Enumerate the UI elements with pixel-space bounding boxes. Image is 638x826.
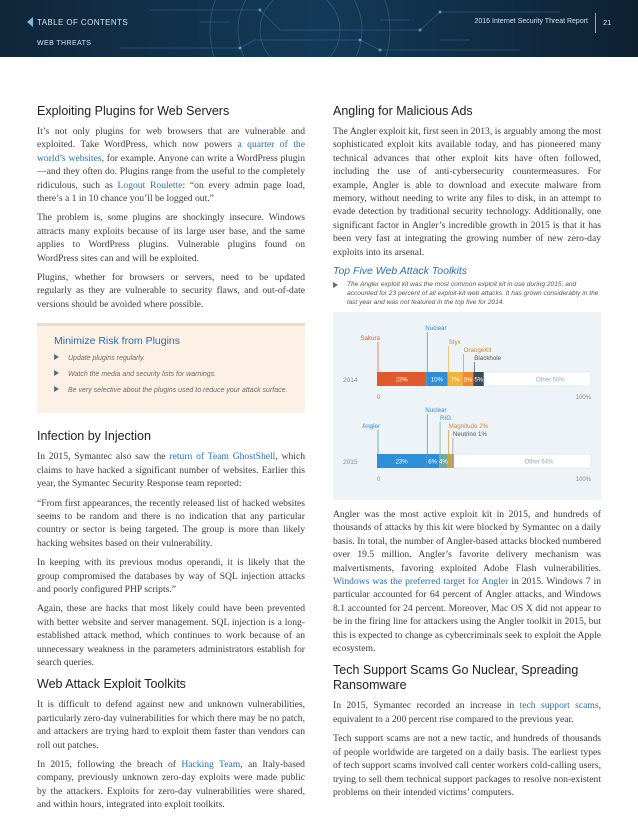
- text: , which claims to have hacked a significant number of websites. Earlier this year, the Symantec Security Response team reported:: [37, 451, 305, 490]
- figure-caption: [333, 281, 601, 307]
- segment-name-label: Sakura: [360, 335, 380, 342]
- segment-name-label: Nuclear: [425, 325, 447, 332]
- bullet-triangle-icon: [54, 354, 59, 360]
- text: In 2015, Symantec recorded an increase in: [333, 700, 520, 712]
- text: , for example. Anyone can write a WordPress plugin—and they often do. Plugins range from the useful to the completely ridiculous, such as: [37, 152, 305, 191]
- paragraph: The Angler exploit kit, first seen in 2013, is arguably among the most sophisticated exploit kits available today, and has pioneered many technical advances that other exploit kits have often followed, including the use of anti-cybersecurity countermeasures. For example, Angler is able to download and execute malware from memory, without needing to write any files to disk, in an attempt to evade detection by traditional security technology. Additionally, one significant factor in Angler’s incredible growth in 2015 is that it has been very fast at integrating the growing number of new zero-day exploits into its arsenal.: [333, 126, 601, 258]
- bar-segment: [454, 454, 591, 468]
- paragraph: Again, these are hacks that most likely could have been prevented with better website and server management. SQL injection is a long-established attack method, which continues to work because of an unnecessary weakness in the parameters administrators establish for search queries.: [37, 603, 305, 668]
- segment-name-label: Neutrino 1%: [452, 431, 487, 438]
- bullet-triangle-icon: [333, 282, 338, 288]
- text: : “on every admin page load, there’s a 1 in 10 chance you’ll be logged out.”: [37, 179, 305, 205]
- text: Angler was the most active exploit kit in 2015, and hundreds of thousands of attacks by this kit were blocked by Symantec on a daily basis. In total, the number of Angler-based attacks blocked numbered over 19.5 million. Angler’s favorite delivery mechanism was malvertisments, favoring exploited Adobe Flash vulnerabilities.: [333, 509, 601, 574]
- segment-name-label: Angler: [362, 423, 380, 430]
- circuit-pattern-graphic: [0, 0, 638, 57]
- segment-name-label: Magnitude 2%: [448, 423, 489, 430]
- axis-end-label: 100%: [575, 477, 591, 483]
- data-label: Other 64%: [524, 459, 554, 466]
- wordpress-share-link[interactable]: a quarter of the world’s websites: [37, 139, 305, 164]
- tech-support-scams-link[interactable]: tech support scams: [519, 700, 599, 712]
- header-divider: [595, 13, 596, 33]
- section-label: WEB THREATS: [37, 40, 92, 47]
- bullet-triangle-icon: [54, 386, 59, 392]
- axis-start-label: 0: [377, 477, 381, 483]
- logout-roulette-link[interactable]: Logout Roulette: [117, 179, 183, 191]
- callout-item-text: Watch the media and security lists for warnings.: [68, 371, 217, 379]
- table-of-contents-link[interactable]: TABLE OF CONTENTS: [37, 18, 129, 27]
- figure-caption-text: The Angler exploit kit was the most common exploit kit in use during 2015, and accounted for 23 percent of all exploit-kit web attacks. It has grown considerably in the last year and was not featured in the top five for 2014.: [347, 281, 599, 306]
- heading-tech-support-scams: Tech Support Scams Go Nuclear, Spreading Ransomware: [333, 663, 579, 693]
- year-label: 2014: [343, 377, 358, 384]
- bar-segment: [448, 454, 452, 468]
- text: In 2015, Symantec also saw the: [37, 451, 170, 463]
- data-label: 6%: [428, 459, 437, 466]
- segment-name-label: Nuclear: [425, 407, 447, 414]
- paragraph: Plugins, whether for browsers or servers, need to be updated regularly as they are vulnerable to security flaws, and out-of-date versions should be avoided where possible.: [37, 272, 305, 310]
- text: in 2015. Windows 7 in particular accounted for 64 percent of Angler attacks, and Windows 8.1 accounted for 24 percent. Moreover, Mac OS X did not appear to be in the firing line for attackers using the Angler toolkit in 2015, but this is expected to change as cybercriminals seek to exploit the Apple ecosystem.: [333, 576, 602, 655]
- heading-angling-for-malicious-ads: Angling for Malicious Ads: [333, 104, 473, 118]
- data-label: Other 50%: [535, 377, 565, 384]
- paragraph: [37, 125, 305, 205]
- windows-preferred-target-link[interactable]: Windows was the preferred target for Angler: [333, 576, 509, 588]
- data-label: 10%: [430, 377, 443, 384]
- paragraph: [37, 450, 305, 490]
- paragraph: [333, 699, 601, 726]
- callout-box: [37, 323, 305, 413]
- header-banner: [0, 0, 638, 57]
- callout-title: Minimize Risk from Plugins: [54, 335, 181, 348]
- back-arrow-icon[interactable]: [27, 17, 33, 27]
- callout-item-text: Update plugins regularly.: [68, 355, 145, 363]
- paragraph: The problem is, some plugins are shockingly insecure. Windows attracts many exploits because of its large user base, and the same applies to WordPress plugins. Vulnerable plugins found on WordPress sites can and will be exploited.: [37, 212, 305, 264]
- paragraph: In keeping with its previous modus operandi, it is likely that the group compromised the databases by way of SQL injection attacks and poorly configured PHP scripts.”: [37, 557, 305, 595]
- right-column: [333, 104, 601, 307]
- data-label: 5%: [474, 377, 483, 384]
- segment-name-label: RIG: [440, 415, 452, 422]
- team-ghostshell-link[interactable]: return of Team GhostShell: [169, 451, 276, 463]
- text: In 2015, following the breach of: [37, 759, 182, 770]
- segment-name-label: Blackhole: [474, 355, 502, 362]
- text: It’s not only plugins for web browsers that are vulnerable and exploited. Take WordPress, which now powers: [37, 126, 305, 151]
- right-column-lower: [333, 508, 601, 805]
- stacked-bar-chart: [333, 312, 601, 500]
- axis-start-label: 0: [377, 395, 381, 401]
- bullet-triangle-icon: [54, 370, 59, 376]
- paragraph: Tech support scams are not a new tactic, and hundreds of thousands of people worldwide are targeted on a daily basis. The earliest types of tech support scams involved call center workers cold-calling users, trying to sell them technical support packages to resolve non-existent problems on their intended victims’ computers.: [333, 733, 601, 798]
- paragraph: [333, 508, 601, 655]
- text: , an Italy-based company, previously unknown zero-day exploits were made public by the attackers. Exploits for zero-day vulnerabilities were shared, and within hours, integrated into exploit toolkits.: [37, 759, 305, 811]
- paragraph: “From first appearances, the recently released list of hacked websites seems to be random and there is no indication that any particular country or sector is being targeted. The group is more than likely hacking websites based on their vulnerability.: [37, 497, 305, 549]
- heading-infection-by-injection: Infection by Injection: [37, 429, 151, 444]
- segment-name-label: Styx: [448, 339, 461, 346]
- callout-item: [54, 354, 294, 364]
- data-label: 5%: [463, 377, 473, 384]
- figure-title: Top Five Web Attack Toolkits: [333, 265, 468, 278]
- year-label: 2015: [343, 459, 358, 466]
- paragraph: [37, 758, 305, 812]
- report-title: 2016 Internet Security Threat Report: [474, 18, 588, 25]
- left-column: [37, 104, 305, 818]
- data-label: 23%: [395, 377, 408, 384]
- axis-end-label: 100%: [575, 395, 591, 401]
- toolkit-chart-panel: [333, 312, 601, 500]
- callout-top-bar: [37, 323, 305, 326]
- text: , equivalent to a 200 percent rise compared to the previous year.: [333, 700, 601, 725]
- data-label: 23%: [395, 459, 408, 466]
- heading-exploiting-plugins: Exploiting Plugins for Web Servers: [37, 104, 230, 118]
- heading-web-attack-exploit-toolkits: Web Attack Exploit Toolkits: [37, 677, 186, 692]
- callout-item: [54, 386, 294, 396]
- bar-segment: [452, 454, 454, 468]
- paragraph: It is difficult to defend against new and unknown vulnerabilities, particularly zero-day vulnerabilities for which there may be no patch, and attackers are trying hard to exploit them faster than vendors can roll out patches.: [37, 699, 305, 751]
- segment-name-label: OrangeKit: [463, 347, 492, 354]
- callout-item-text: Be very selective about the plugins used to reduce your attack surface.: [68, 387, 288, 395]
- page-number: 21: [603, 18, 612, 27]
- data-label: 7%: [450, 377, 460, 384]
- data-label: 4%: [439, 459, 448, 466]
- hacking-team-link[interactable]: Hacking Team: [181, 759, 241, 770]
- callout-item: [54, 370, 294, 380]
